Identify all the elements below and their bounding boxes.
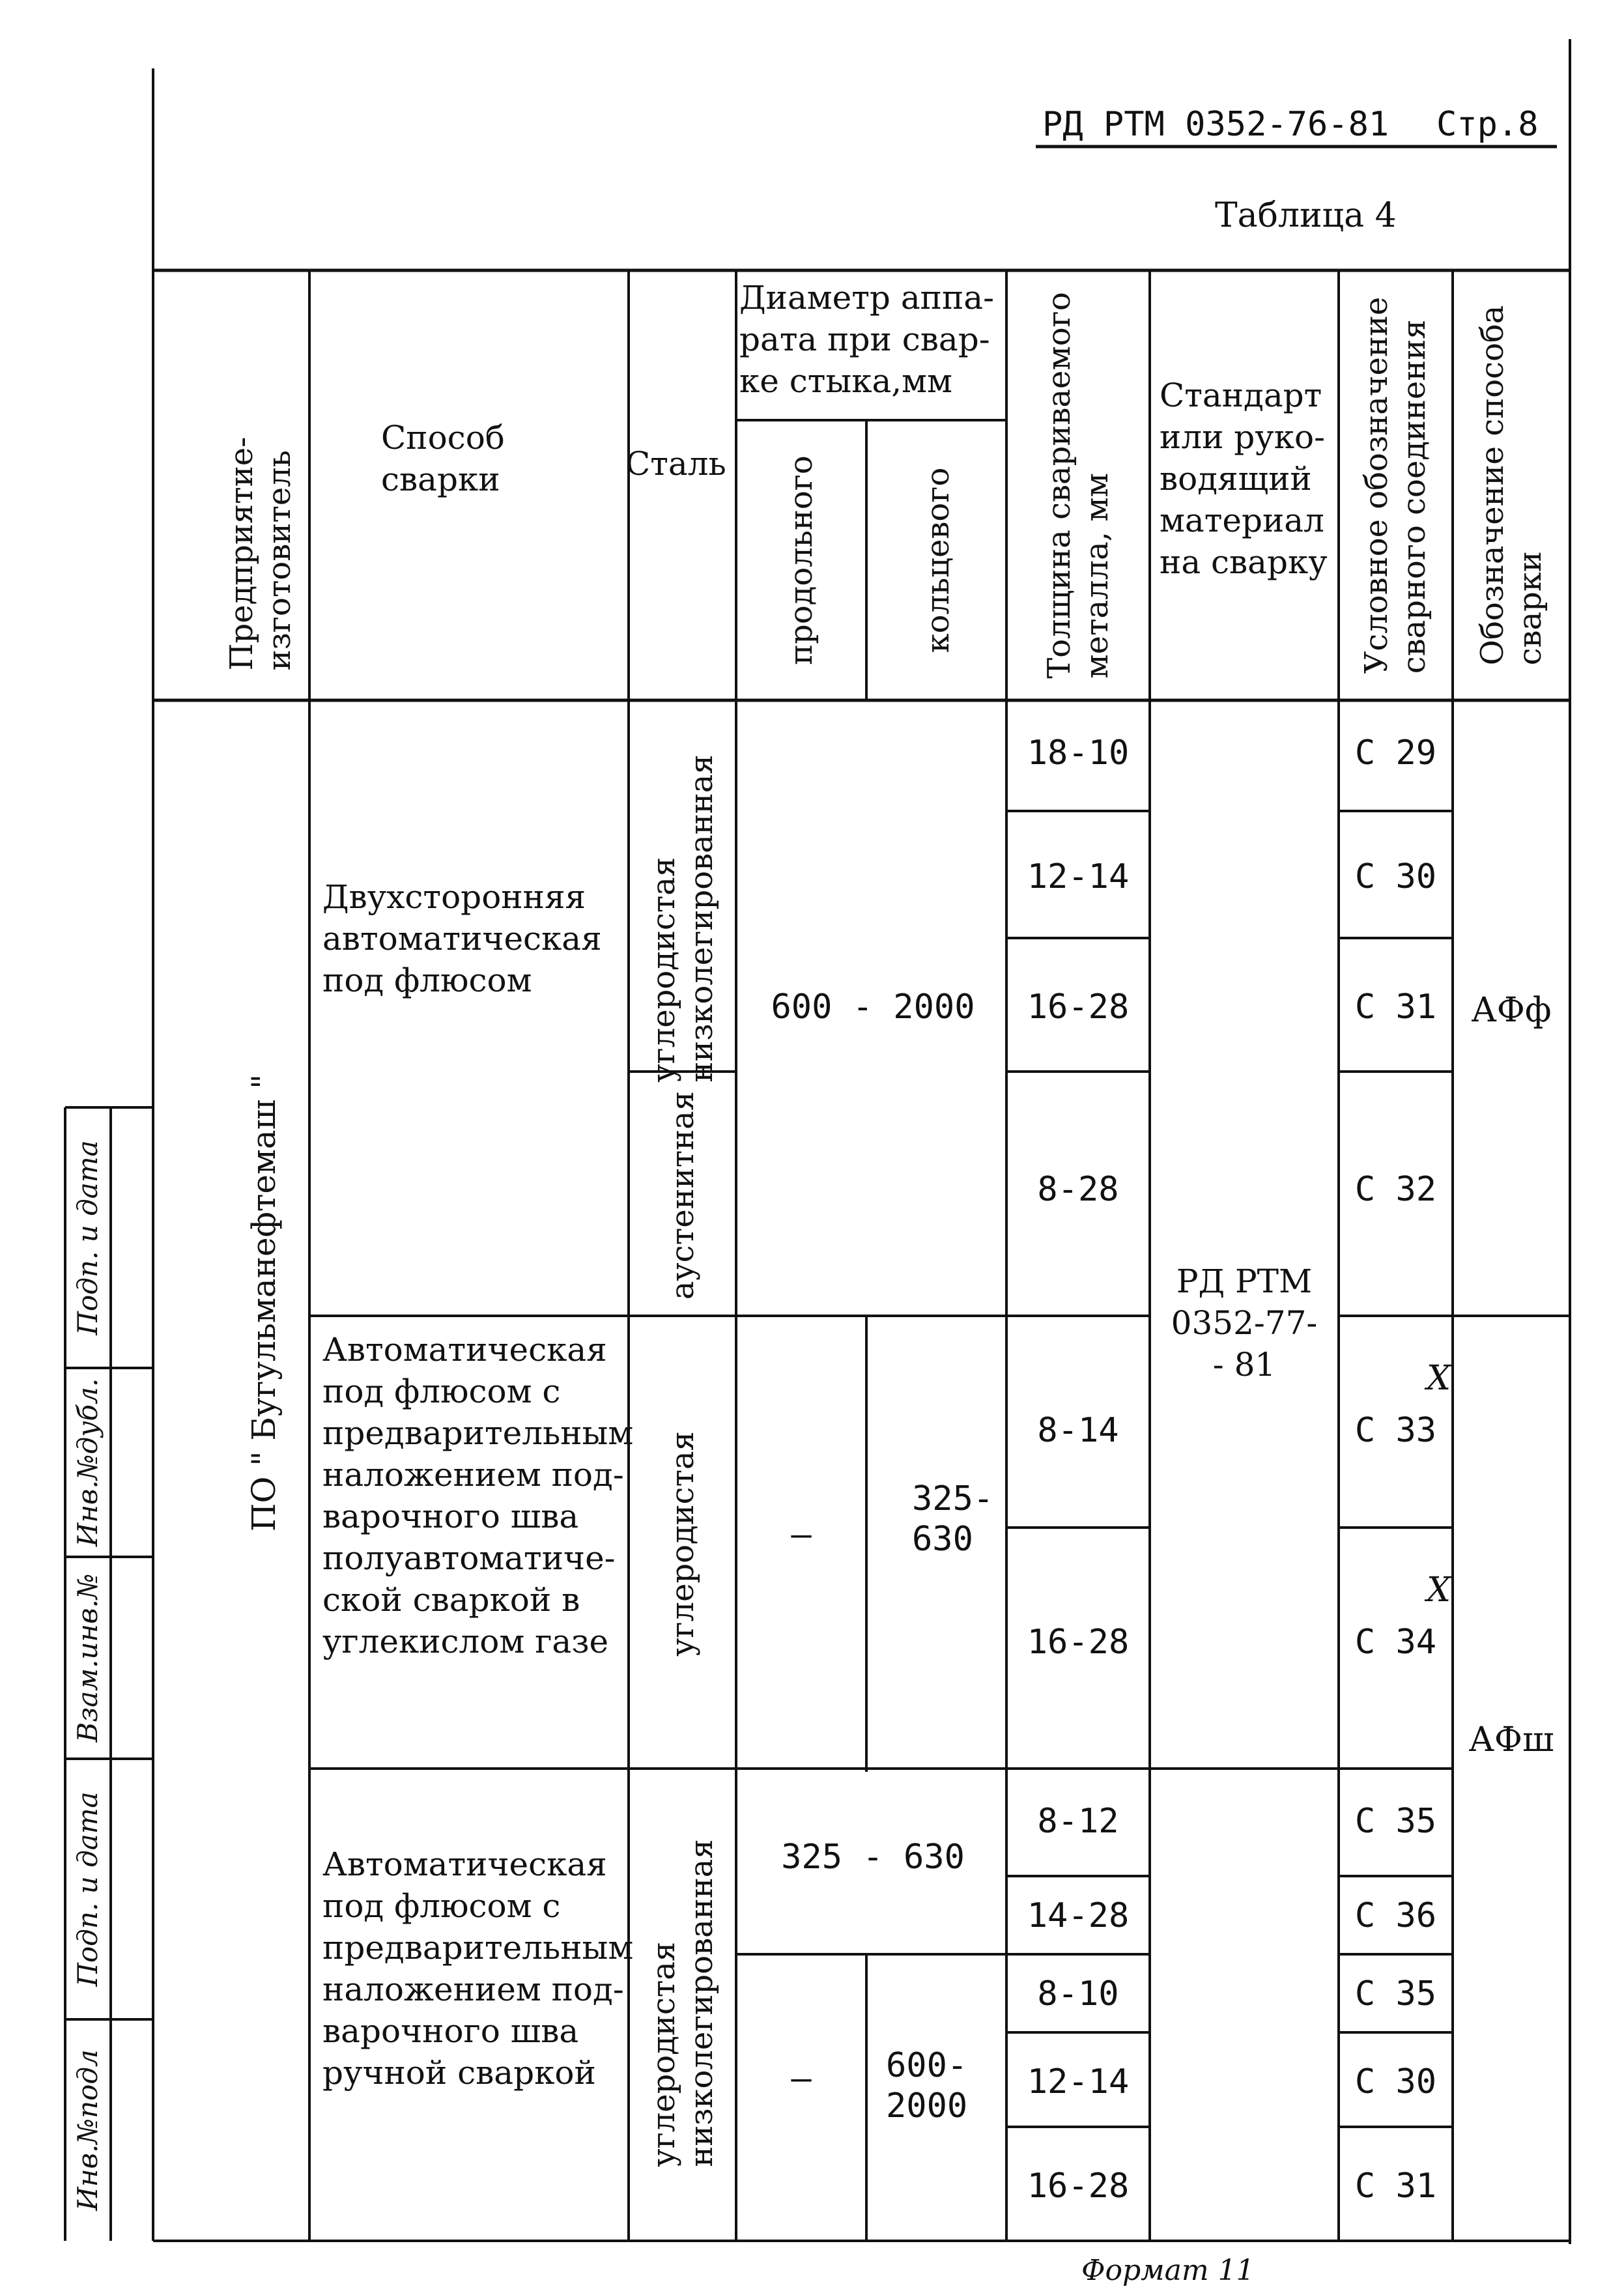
- joint-row: С 33: [1354, 1411, 1437, 1450]
- stamp-replace-inv: Взам.инв.№: [72, 1573, 104, 1743]
- header-maker: Предприятие- изготовитель: [223, 436, 298, 671]
- joint-row: С 31: [1354, 988, 1437, 1027]
- joint-row: С 30: [1354, 2062, 1437, 2101]
- standard-value: РД РТМ 0352-77- - 81: [1171, 1262, 1318, 1384]
- joint-row: С 35: [1354, 1974, 1437, 2014]
- thickness-row: 8-10: [1037, 1974, 1119, 2014]
- header-standard: Стандарт или руко- водящий материал на сварку: [1160, 377, 1328, 581]
- header-thickness: Толщина свариваемого металла, мм: [1041, 292, 1115, 679]
- thickness-row: 8-14: [1037, 1411, 1119, 1450]
- handwritten-mark: X: [1427, 1571, 1451, 1610]
- format-label: Формат 11: [1081, 2254, 1255, 2287]
- table-title: Таблица 4: [1215, 196, 1397, 235]
- thickness-row: 16-28: [1027, 2167, 1130, 2206]
- header-joint: Условное обозначение сварного соединения: [1358, 296, 1432, 674]
- joint-row: С 32: [1354, 1170, 1437, 1209]
- circular-2: 325- 630: [912, 1479, 994, 1559]
- diameter-3: 325 - 630: [781, 1838, 965, 1877]
- thickness-row: 18-10: [1027, 733, 1130, 773]
- maker-name: ПО " Бугульманефтемаш ": [245, 1074, 283, 1532]
- method-2: Автоматическая под флюсом с предварительным наложением под- варочного шва полуавтоматиче- ской сваркой в углекислом газе: [322, 1331, 634, 1660]
- joint-row: С 31: [1354, 2167, 1437, 2206]
- header-method: Способ сварки: [381, 419, 505, 498]
- weld-2: АФш: [1468, 1720, 1554, 1759]
- joint-row: С 34: [1354, 1623, 1437, 1662]
- joint-row: С 29: [1354, 733, 1437, 773]
- thickness-row: 12-14: [1027, 857, 1130, 896]
- thickness-row: 16-28: [1027, 1623, 1130, 1662]
- steel-1b: аустенитная: [664, 1090, 701, 1300]
- stamp-sign-date: Подп. и дата: [72, 1140, 104, 1335]
- weld-1: АФф: [1471, 991, 1552, 1030]
- longitudinal-3: —: [791, 2059, 812, 2098]
- stamp-dup-inv: Инв.№дубл.: [72, 1378, 104, 1547]
- header-steel: Сталь: [625, 445, 726, 483]
- thickness-row: 8-12: [1037, 1802, 1119, 1841]
- joint-row: С 30: [1354, 857, 1437, 896]
- header-longitudinal: продольного: [783, 455, 819, 665]
- method-3: Автоматическая под флюсом с предварительным наложением под- варочного шва ручной сваркой: [322, 1845, 634, 2092]
- stamp-sign-date-2: Подп. и дата: [72, 1791, 104, 1987]
- steel-3: углеродистая низколегированная: [646, 1839, 720, 2167]
- handwritten-mark: X: [1427, 1359, 1451, 1398]
- circular-3: 600- 2000: [886, 2046, 968, 2126]
- stamp-orig-inv: Инв.№подл: [72, 2049, 104, 2211]
- method-1: Двухсторонняя автоматическая под флюсом: [322, 878, 602, 999]
- thickness-row: 8-28: [1037, 1170, 1119, 1209]
- thickness-row: 12-14: [1027, 2062, 1130, 2101]
- header-weld: Обозначение способа сварки: [1474, 305, 1548, 666]
- header-diameter: Диаметр аппа- рата при свар- ке стыка,мм: [739, 279, 994, 400]
- joint-row: С 35: [1354, 1802, 1437, 1841]
- thickness-row: 14-28: [1027, 1896, 1130, 1935]
- joint-row: С 36: [1354, 1896, 1437, 1935]
- page-number: Стр.8: [1436, 105, 1539, 144]
- document-code: РД РТМ 0352-76-81: [1042, 105, 1389, 144]
- steel-1a: углеродистая низколегированная: [646, 754, 720, 1083]
- steel-2: углеродистая: [664, 1431, 701, 1657]
- header-circular: кольцевого: [920, 467, 956, 653]
- longitudinal-2: —: [791, 1515, 812, 1554]
- diameter-1: 600 - 2000: [771, 988, 975, 1027]
- thickness-row: 16-28: [1027, 988, 1130, 1027]
